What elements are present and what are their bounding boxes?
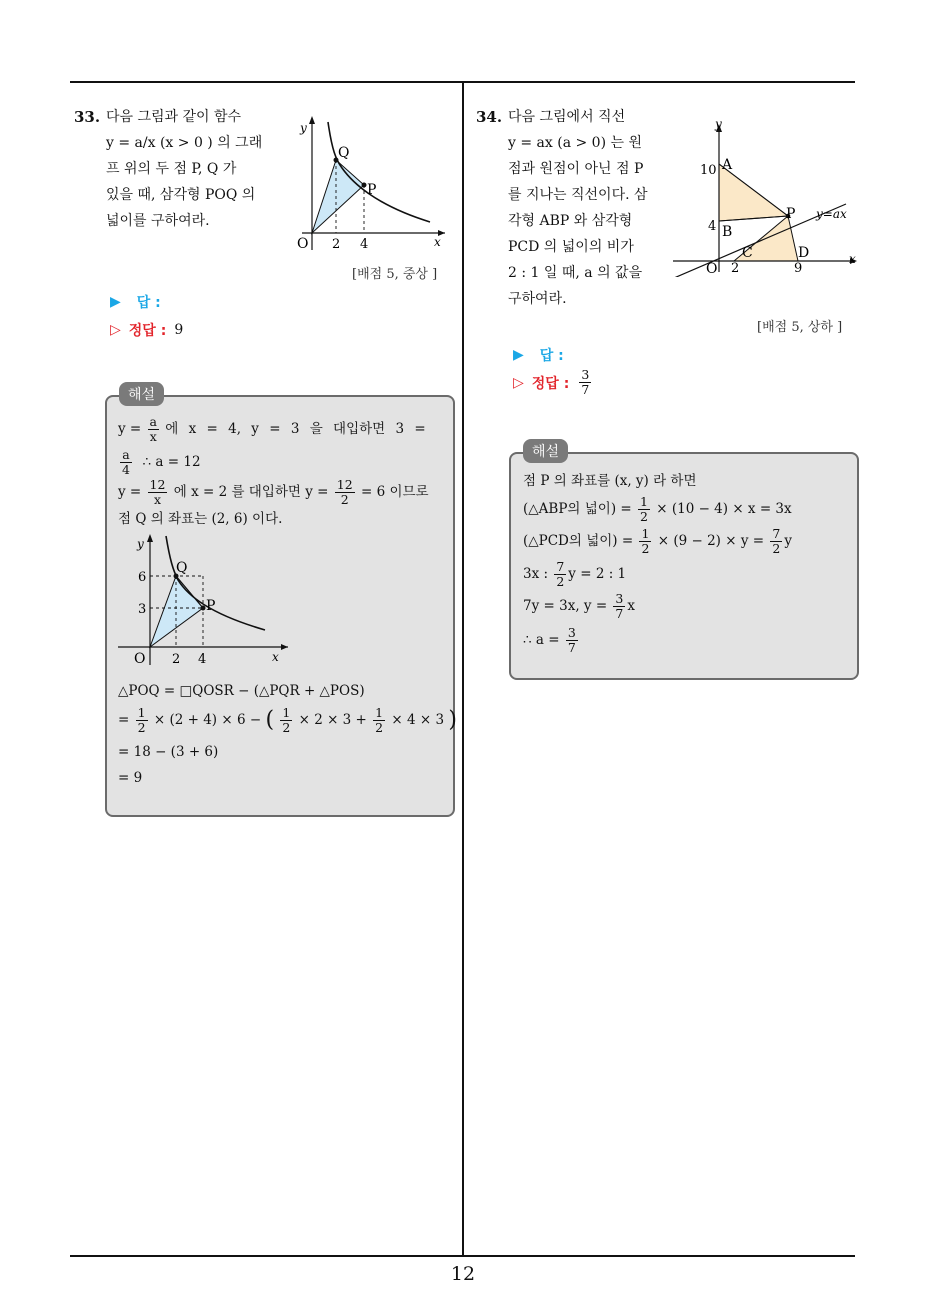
column-divider	[462, 82, 464, 1257]
play-icon: ▶	[513, 347, 524, 363]
q34-correct-row	[513, 368, 593, 397]
q34-a-label: A	[722, 157, 733, 173]
play-icon: ▶	[110, 294, 121, 310]
q33-solution-line-7: = 18 − (3 + 6)	[118, 744, 219, 760]
q34-p-label: P	[786, 206, 796, 222]
triangle-outline-icon: ▷	[513, 374, 524, 391]
q34-d-label: D	[798, 245, 810, 261]
q33-sol-tick-2: 2	[172, 652, 181, 667]
q33-solution-line-4: 점 Q 의 좌표는 (2, 6) 이다.	[118, 511, 283, 527]
q34-line-4: 를 지나는 직선이다. 삼	[508, 187, 648, 203]
q34-line-label: y=ax	[816, 207, 847, 221]
q34-figure	[668, 112, 863, 277]
q34-tick-10: 10	[700, 163, 717, 178]
q33-sol-origin-label: O	[134, 651, 146, 667]
q33-question-text	[106, 104, 266, 234]
q34-tick-2: 2	[731, 261, 740, 276]
q34-solution-line-4: 3x : $\frac{7}{2}$ y = 2 : 1	[523, 559, 627, 589]
q34-correct-fraction	[579, 368, 591, 397]
q34-correct-numerator: 3	[581, 367, 590, 382]
q33-score: [배점 5, 중상 ]	[352, 267, 438, 282]
q33-correct-value: 9	[174, 322, 184, 338]
q33-solution-line-3: y = $\frac{12}{x}$ 에 x = 2 를 대입하면 y = $\frac{12}{2}$ = 6 이므로	[118, 477, 429, 507]
q33-sol-q-label: Q	[176, 560, 188, 576]
q33-correct-label: 정답 :	[128, 323, 167, 339]
q33-tick-2: 2	[332, 237, 341, 252]
q33-sol-tick-6: 6	[138, 570, 147, 585]
q34-line-1: 다음 그림에서 직선	[508, 109, 626, 125]
q34-line-5: 각형 ABP 와 삼각형	[508, 213, 633, 229]
q33-origin-label: O	[297, 236, 309, 252]
q33-solution-tag: 해설	[119, 382, 164, 406]
q34-correct-label: 정답 :	[531, 375, 570, 392]
q33-sol-tick-4: 4	[198, 652, 207, 667]
q33-solution-line-8: = 9	[118, 770, 143, 786]
q33-solution-line-6: = $\frac{1}{2}$ × (2 + 4) × 6 − ( $\frac{1}{2}$ × 2 × 3 + $\frac{1}{2}$ × 4 × 3 )	[118, 705, 457, 735]
q34-tick-9: 9	[794, 261, 803, 276]
q34-number: 34.	[476, 108, 503, 126]
q33-solution-figure	[110, 530, 300, 670]
q33-sol-p-label: P	[206, 598, 216, 614]
q33-number: 33.	[74, 108, 101, 126]
q34-solution-line-3: (△PCD의 넓이) = $\frac{1}{2}$ × (9 − 2) × y = $\frac{7}{2}$ y	[523, 526, 792, 556]
q33-solution-line-2: $\frac{a}{4}$ ∴ a = 12	[122, 447, 201, 477]
q34-line-6: PCD 의 넓이의 비가	[508, 239, 634, 255]
q33-sol-tick-3: 3	[138, 602, 147, 617]
q34-tick-4: 4	[708, 219, 717, 234]
q33-answer-row	[110, 292, 161, 312]
q34-solution-line-1: 점 P 의 좌표를 (x, y) 라 하면	[523, 473, 697, 489]
q33-p-label: P	[367, 182, 377, 198]
q33-figure	[280, 110, 450, 260]
q33-answer-label: 답 :	[136, 295, 161, 311]
q33-triangle-fill	[312, 160, 364, 233]
q33-line-1: 다음 그림과 같이 함수	[106, 109, 242, 125]
q34-line-7: 2 : 1 일 때, a 의 값을	[508, 265, 643, 281]
q33-correct-row	[110, 320, 183, 340]
q34-line-3: 점과 원점이 아닌 점 P	[508, 161, 644, 177]
q33-sol-y-label: y	[137, 537, 144, 551]
q34-x-label: x	[849, 252, 856, 266]
q33-solution-line-5: △POQ = □QOSR − (△PQR + △POS)	[118, 683, 365, 699]
q34-b-label: B	[722, 224, 733, 240]
q34-answer-label: 답 :	[539, 348, 564, 364]
q33-solution-line-1: y = $\frac{a}{x}$ 에 x = 4, y = 3 을 대입하면 3 =	[118, 414, 426, 444]
q34-line-8: 구하여라.	[508, 291, 567, 307]
q34-origin-label: O	[706, 261, 718, 277]
q33-x-label: x	[434, 235, 441, 249]
q34-solution-line-2: (△ABP의 넓이) = $\frac{1}{2}$ × (10 − 4) × x = 3x	[523, 494, 792, 524]
q33-q-label: Q	[338, 145, 350, 161]
page-number: 12	[450, 1263, 476, 1285]
bottom-rule	[70, 1255, 855, 1257]
q34-line-2: y = ax (a > 0) 는 원	[508, 135, 642, 151]
q34-answer-row	[513, 345, 564, 365]
q34-correct-denominator: 7	[581, 382, 590, 397]
q34-y-label: y	[715, 117, 722, 131]
q34-score: [배점 5, 상하 ]	[757, 320, 843, 335]
triangle-outline-icon: ▷	[110, 322, 121, 338]
q33-line-4: 있을 때, 삼각형 POQ 의	[106, 187, 256, 203]
q33-line-3: 프 위의 두 점 P, Q 가	[106, 161, 237, 177]
q34-solution-line-6: ∴ a = $\frac{3}{7}$	[523, 625, 576, 655]
q33-sol-x-label: x	[272, 650, 279, 664]
q33-line-2: y = a/x (x > 0 ) 의 그래	[106, 135, 263, 151]
q33-y-label: y	[300, 121, 307, 135]
q34-solution-line-5: 7y = 3x, y = $\frac{3}{7}$ x	[523, 591, 635, 621]
q33-tick-4: 4	[360, 237, 369, 252]
q34-c-label: C	[742, 245, 753, 261]
q33-line-5: 넓이를 구하여라.	[106, 213, 210, 229]
q34-question-text	[508, 104, 663, 312]
q34-solution-tag: 해설	[523, 439, 568, 463]
